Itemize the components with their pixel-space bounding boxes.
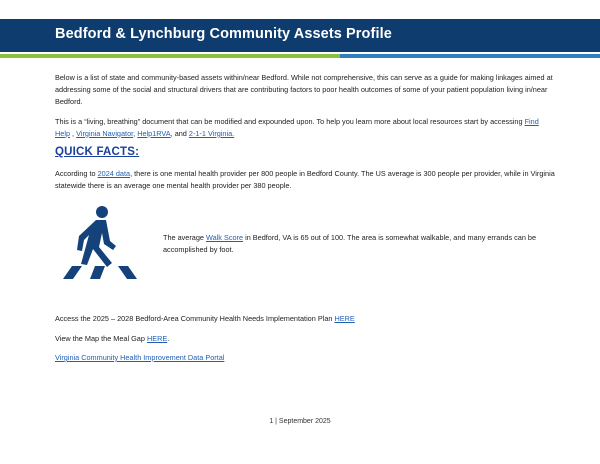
intro-paragraph: Below is a list of state and community-based assets within/near Bedford. While not comprehensive, this can serve as a guide for making linkages aimed at addressing some of the social and structural drivers that are contributing factors to poor health outcomes of some of your patient population living in/near Bedford. — [55, 73, 553, 106]
implementation-plan-line — [55, 313, 555, 325]
walk-score-link[interactable]: Walk Score — [206, 233, 244, 242]
quick-facts-heading: QUICK FACTS: — [55, 146, 140, 158]
virginia-navigator-link[interactable]: Virginia Navigator — [76, 128, 134, 138]
separator: , — [133, 128, 138, 138]
resources-paragraph — [55, 116, 555, 140]
header-band — [0, 19, 600, 52]
punctuation: . — [167, 334, 170, 343]
accent-bar-blue — [340, 54, 600, 58]
separator: , and — [170, 128, 189, 138]
page-title: Bedford & Lynchburg Community Assets Profile — [55, 26, 392, 42]
mental-health-fact — [55, 168, 555, 192]
plan-text: Access the 2025 – 2028 Bedford-Area Community Health Needs Implementation Plan — [55, 314, 335, 323]
meal-gap-here-link[interactable]: HERE — [146, 334, 168, 343]
plan-here-link[interactable]: HERE — [334, 314, 355, 323]
data-portal-line — [55, 352, 555, 364]
page-footer: 1 | September 2025 — [269, 418, 331, 425]
data-2024-link[interactable]: 2024 data — [97, 169, 131, 178]
fact-text: The average — [163, 233, 206, 242]
accent-bar-green — [0, 54, 340, 58]
map-text: View the Map the Meal Gap — [55, 334, 147, 343]
resources-text: This is a “living, breathing” document that can be modified and expounded upon. To help you learn more about local resources start by accessing — [55, 117, 525, 126]
fact-text: in Bedford, VA is 65 out of 100. The area is somewhat walkable, and many errands can be accomplished by foot. — [163, 233, 537, 254]
data-portal-link[interactable]: Virginia Community Health Improvement Data Portal — [55, 353, 225, 362]
fact-text: , there is one mental health provider per 800 people in Bedford County. The US average is 300 people per provider, while in Virginia statewide there is an average one mental health provider per 380 people. — [55, 169, 555, 190]
find-help-link[interactable]: Find Help — [55, 117, 539, 138]
separator: , — [70, 128, 77, 138]
walk-score-fact — [163, 232, 553, 256]
two-one-one-link[interactable]: 2-1-1 Virginia. — [188, 128, 235, 138]
pedestrian-crosswalk-icon — [58, 203, 142, 283]
fact-text: According to — [55, 169, 98, 178]
meal-gap-line — [55, 333, 555, 345]
help1rva-link[interactable]: Help1RVA — [137, 128, 171, 138]
